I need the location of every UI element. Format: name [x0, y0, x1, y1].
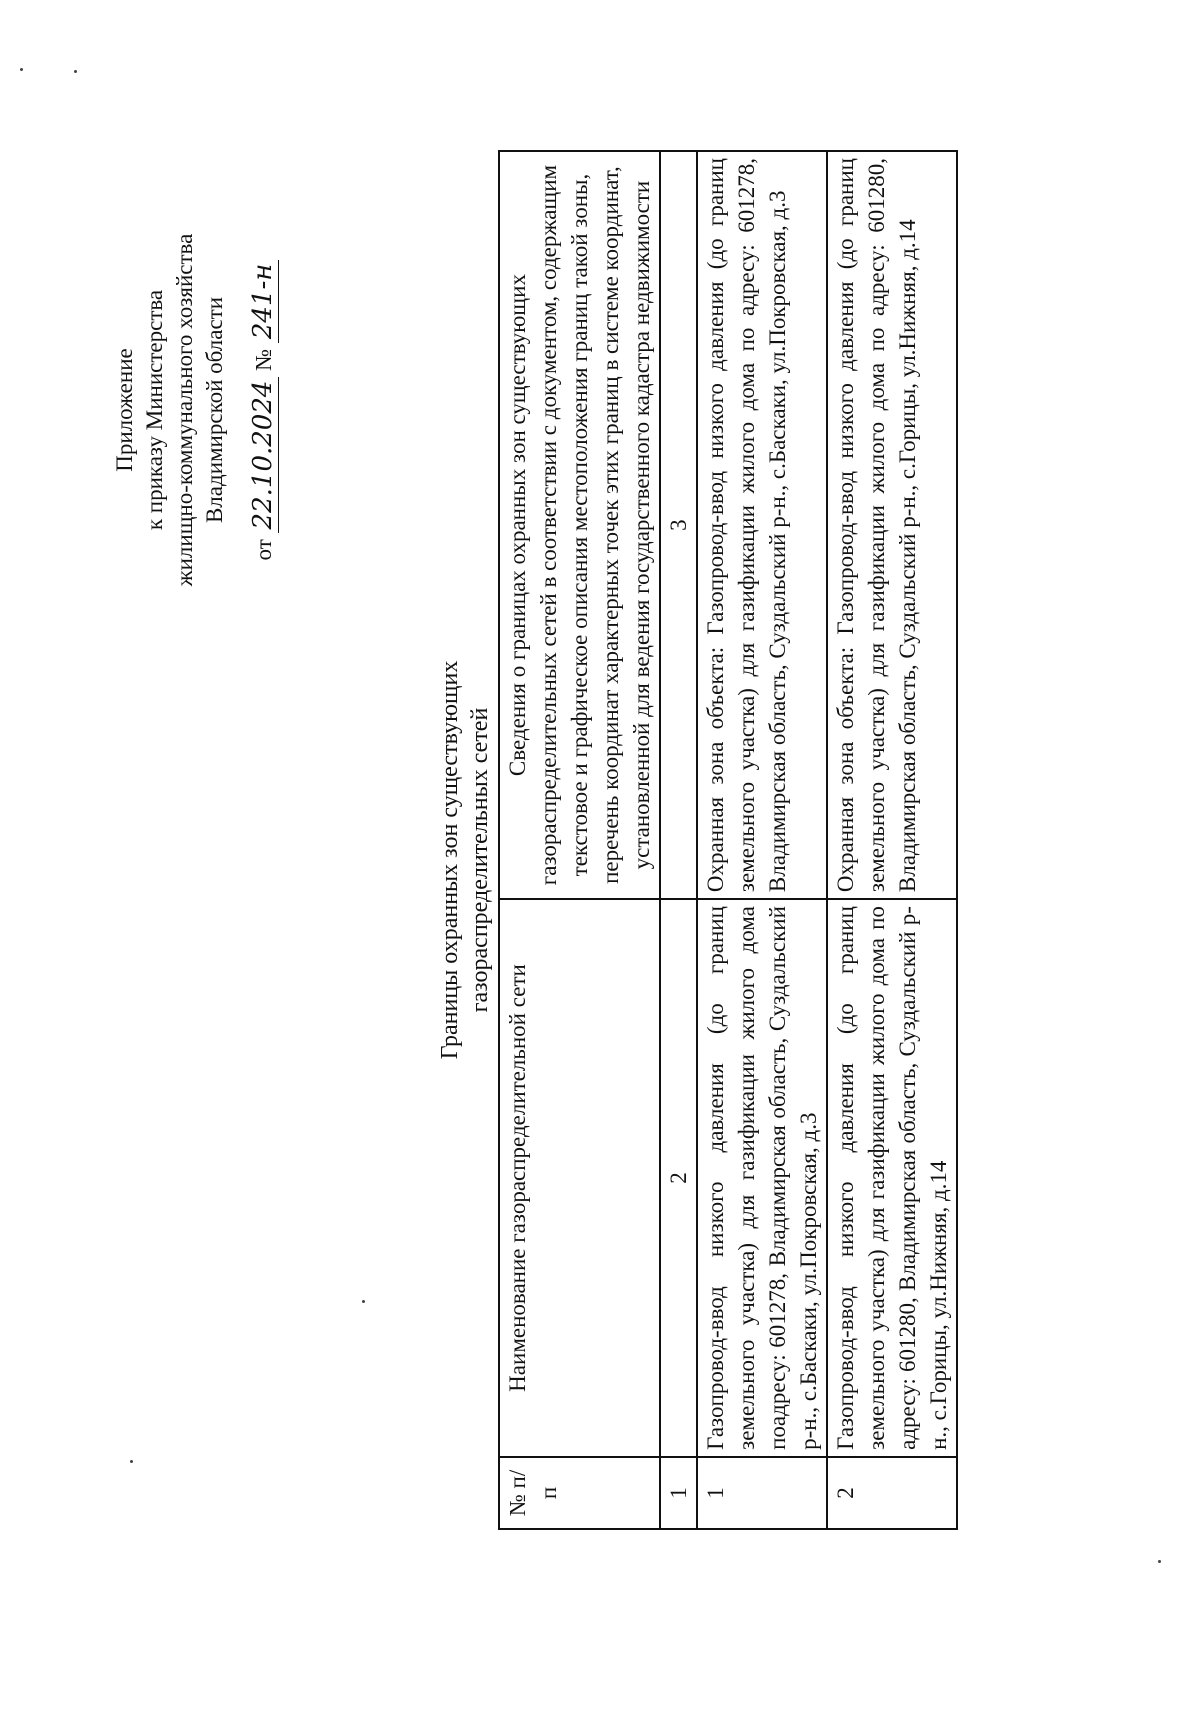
- index-cell-3: 3: [660, 151, 697, 899]
- zones-table: [498, 150, 958, 1530]
- table-row: [827, 151, 957, 1529]
- network-name: Газопровод-ввод низкого давления (до границ земельного участка) для газификации жилого дома по адресу: 601280, Владимирская область, Суздальский р-н., с.Горицы, ул.Нижняя, д.14: [827, 899, 957, 1457]
- title-line-2: газораспределительных сетей: [467, 707, 493, 1013]
- rotated-sheet: [50, 110, 1150, 1610]
- index-cell-2: 2: [660, 899, 697, 1457]
- appendix-ministry: жилищно-коммунального хозяйства: [172, 233, 197, 587]
- date-prefix: от: [251, 539, 276, 561]
- zone-info: Охранная зона объекта: Газопровод-ввод низкого давления (до границ земельного участка) для газификации жилого дома по адресу: 601280, Владимирская область, Суздальский р-н., с.Горицы, ул.Нижняя, д.14: [827, 151, 957, 899]
- number-prefix: №: [251, 348, 276, 371]
- appendix-date-line: [248, 150, 279, 670]
- header-name: Наименование газораспределительной сети: [499, 899, 660, 1457]
- index-row: [660, 151, 697, 1529]
- handwritten-date: 22.10.2024: [248, 377, 279, 534]
- network-name: Газопровод-ввод низкого давления (до границ земельного участка) для газификации жилого дома поадресу: 601278, Владимирская область, Суздальский р-н., с.Баскаки, ул.Покровская, д.3: [697, 899, 827, 1457]
- title-line-1: Границы охранных зон существующих: [437, 660, 463, 1060]
- header-info: Сведения о границах охранных зон существующих газораспределительных сетей в соответствии с документом, содержащим текстовое и графическое описания местоположения границ такой зоны, перечень координат характерных точек этих границ в системе координат, установленной для ведения государственного кадастра недвижимости: [499, 151, 660, 899]
- appendix-region: Владимирской области: [202, 296, 227, 524]
- scan-speck: [1158, 1560, 1161, 1563]
- index-cell-1: 1: [660, 1457, 697, 1529]
- scan-speck: [74, 70, 77, 73]
- scan-speck: [20, 68, 23, 71]
- appendix-title: Приложение: [112, 348, 137, 472]
- header-row: [499, 151, 660, 1529]
- header-num: № п/п: [499, 1457, 660, 1529]
- appendix-block: [110, 150, 279, 670]
- document-title: [435, 110, 495, 1610]
- table-row: [697, 151, 827, 1529]
- appendix-order-ref: к приказу Министерства: [142, 289, 167, 531]
- zone-info: Охранная зона объекта: Газопровод-ввод низкого давления (до границ земельного участка) для газификации жилого дома по адресу: 601278, Владимирская область, Суздальский р-н., с.Баскаки, ул.Покровская, д.3: [697, 151, 827, 899]
- row-number: 1: [697, 1457, 827, 1529]
- handwritten-number: 241-н: [248, 260, 279, 344]
- row-number: 2: [827, 1457, 957, 1529]
